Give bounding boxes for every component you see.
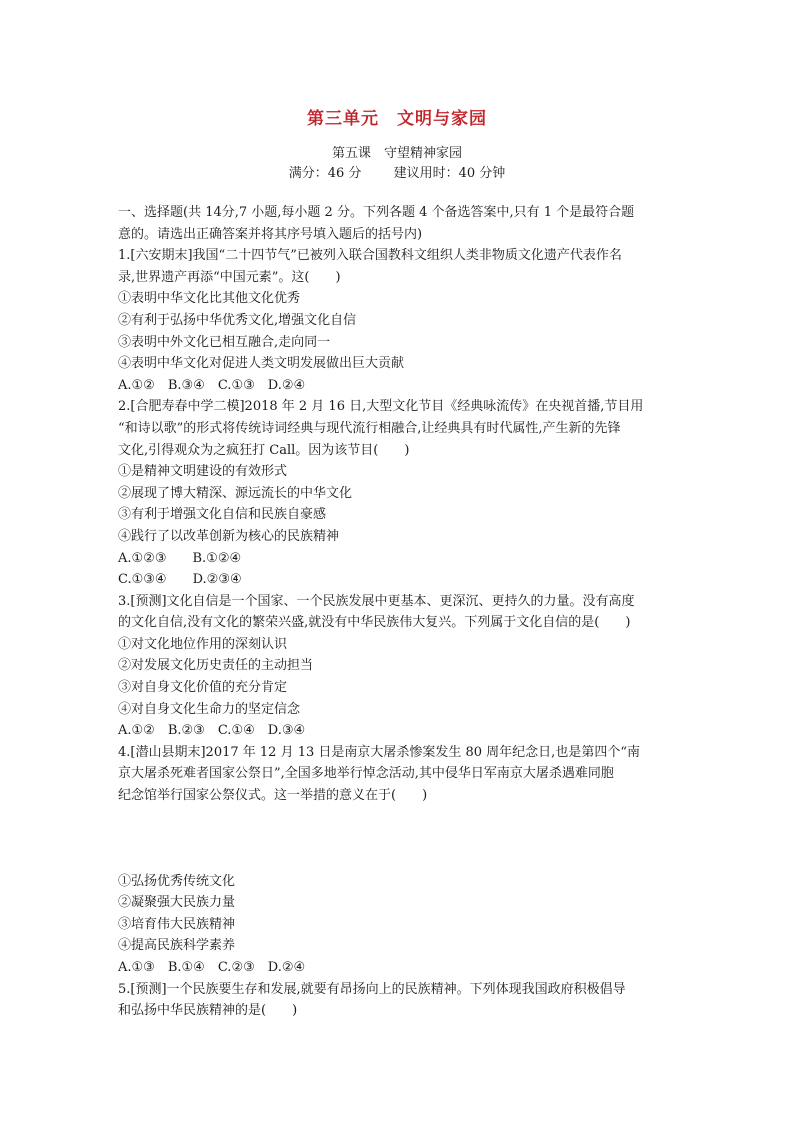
- text-line: ②凝聚强大民族力量: [118, 895, 236, 911]
- text-line: “和诗以歌”的形式将传统诗词经典与现代流行相融合,让经典具有时代属性,产生新的先锋: [118, 420, 621, 436]
- text-line: ③培育伟大民族精神: [118, 916, 236, 932]
- text-line: A.①② B.②③ C.①④ D.③④: [118, 723, 306, 739]
- unit-title: 第三单元 文明与家园: [307, 109, 487, 129]
- text-line: ②对发展文化历史责任的主动担当: [118, 658, 314, 674]
- text-line: A.①②③ B.①②④: [118, 550, 242, 566]
- text-line: ②展现了博大精深、源远流长的中华文化: [118, 485, 353, 501]
- text-line: C.①③④ D.②③④: [118, 572, 242, 588]
- text-line: 文化,引得观众为之疯狂打 Call。因为该节目( ): [118, 442, 410, 458]
- text-line: ②有利于弘扬中华优秀文化,增强文化自信: [118, 312, 357, 328]
- text-line: ④提高民族科学素养: [118, 938, 236, 954]
- text-line: ①对文化地位作用的深刻认识: [118, 636, 288, 652]
- text-line: 一、选择题(共 14分,7 小题,每小题 2 分。下列各题 4 个备选答案中,只有 1 个是最符合题: [118, 205, 635, 220]
- exam-meta: [0, 162, 794, 181]
- text-line: 4.[潜山县期末]2017 年 12 月 13 日是南京大屠杀惨案发生 80 周年纪念日,也是第四个“南: [118, 744, 640, 760]
- text-line: A.①② B.③④ C.①③ D.②④: [118, 377, 306, 393]
- text-line: ①弘扬优秀传统文化: [118, 873, 236, 889]
- text-line: ③有利于增强文化自信和民族自豪感: [118, 507, 327, 523]
- suggested-time: 建议用时：40 分钟: [393, 166, 506, 181]
- text-line: ④对自身文化生命力的坚定信念: [118, 701, 301, 717]
- text-line: ④践行了以改革创新为核心的民族精神: [118, 528, 340, 544]
- text-line: ①表明中华文化比其他文化优秀: [118, 291, 301, 307]
- text-line: 京大屠杀死难者国家公祭日”,全国多地举行悼念活动,其中侵华日军南京大屠杀遇难同胞: [118, 766, 614, 782]
- text-line: 的文化自信,没有文化的繁荣兴盛,就没有中华民族伟大复兴。下列属于文化自信的是( ): [118, 615, 631, 631]
- blank-space: [118, 807, 678, 871]
- text-line: 3.[预测]文化自信是一个国家、一个民族发展中更基本、更深沉、更持久的力量。没有高度: [118, 593, 635, 609]
- text-line: 意的。请选出正确答案并将其序号填入题后的括号内): [118, 226, 423, 242]
- text-line: 和弘扬中华民族精神的是( ): [118, 1003, 298, 1019]
- question-body: [118, 202, 678, 1022]
- questions-part-1: [118, 202, 678, 807]
- text-line: 5.[预测]一个民族要生存和发展,就要有昂扬向上的民族精神。下列体现我国政府积极倡导: [118, 981, 626, 997]
- text-line: ④表明中华文化对促进人类文明发展做出巨大贡献: [118, 356, 405, 372]
- text-line: 录,世界遗产再添“中国元素”。这( ): [118, 269, 341, 285]
- questions-part-2: [118, 871, 678, 1022]
- text-line: ③表明中外文化已相互融合,走向同一: [118, 334, 331, 350]
- text-line: ③对自身文化价值的充分肯定: [118, 680, 288, 696]
- text-line: A.①③ B.①④ C.②③ D.②④: [118, 960, 306, 975]
- text-line: 1.[六安期末]我国“二十四节气”已被列入联合国教科文组织人类非物质文化遗产代表作名: [118, 248, 622, 264]
- text-line: 纪念馆举行国家公祭仪式。这一举措的意义在于( ): [118, 788, 428, 804]
- lesson-subtitle: 第五课 守望精神家园: [331, 146, 462, 161]
- text-line: 2.[合肥寿春中学二模]2018 年 2 月 16 日,大型文化节目《经典咏流传》在央视首播,节目用: [118, 399, 644, 415]
- full-score: 满分：46 分: [288, 166, 362, 181]
- text-line: ①是精神文明建设的有效形式: [118, 464, 288, 480]
